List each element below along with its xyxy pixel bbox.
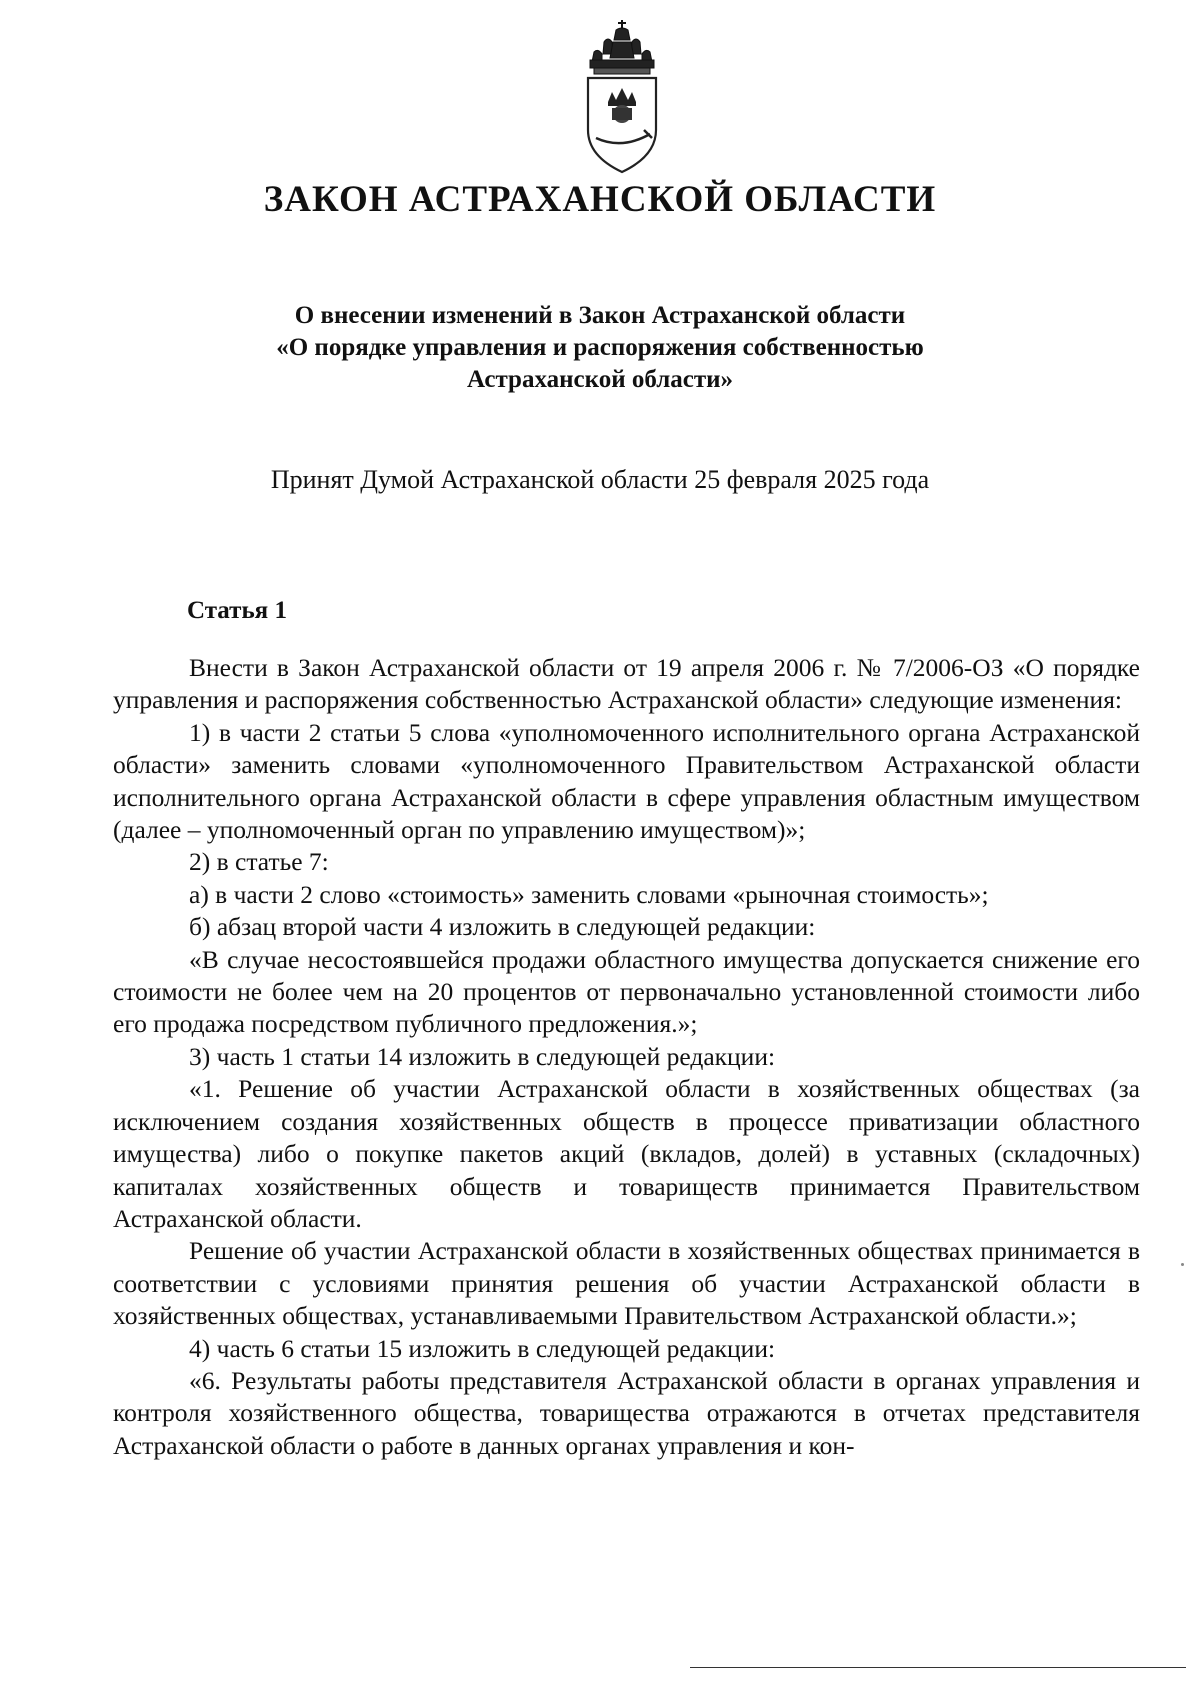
adoption-note: Принят Думой Астраханской области 25 февраля 2025 года [270, 465, 930, 494]
article-heading: Статья 1 [187, 597, 287, 624]
subtitle-line: Астраханской области» [466, 366, 734, 393]
paragraph: 4) часть 6 статьи 15 изложить в следующей редакции: [189, 1333, 776, 1363]
coat-of-arms-icon [580, 18, 664, 176]
paragraph: а) в части 2 слово «стоимость» заменить словами «рыночная стоимость»; [189, 879, 989, 909]
article-body [113, 652, 1140, 1462]
paragraph: Решение об участии Астраханской области в хозяйственных обществах принимается в соответствии с условиями принятия решения об участии Астраханской области в хозяйственных обществах, устанавливаемыми Правительством Астраханской области.»; [113, 1236, 1140, 1331]
paragraph: б) абзац второй части 4 изложить в следующей редакции: [189, 912, 816, 942]
subtitle-line: «О порядке управления и распоряжения собственностью [276, 334, 924, 361]
subtitle-line: О внесении изменений в Закон Астраханской области [294, 302, 906, 329]
scan-artifact [1181, 1263, 1184, 1266]
paragraph: Внести в Закон Астраханской области от 19 апреля 2006 г. № 7/2006-ОЗ «О порядке управления и распоряжения собственностью Астраханской области» следующие изменения: [113, 653, 1140, 715]
document-subtitle [0, 300, 1200, 396]
paragraph: 3) часть 1 статьи 14 изложить в следующей редакции: [189, 1041, 776, 1071]
document-title: ЗАКОН АСТРАХАНСКОЙ ОБЛАСТИ [263, 179, 937, 220]
paragraph: «В случае несостоявшейся продажи областного имущества допускается снижение его стоимости не более чем на 20 процентов от первоначально установленной стоимости либо его продажа посредством публичного предложения.»; [113, 944, 1140, 1039]
paragraph: «6. Результаты работы представителя Астраханской области в органах управления и контроля хозяйственного общества, товарищества отражаются в отчетах представителя Астраханской области о работе в данных органах управления и кон- [113, 1365, 1140, 1460]
paragraph: 1) в части 2 статьи 5 слова «уполномоченного исполнительного органа Астраханской области» заменить словами «уполномоченного Правительством Астраханской области исполнительного органа Астраханской области в сфере управления областным имуществом (далее – уполномоченный орган по управлению имуществом)»; [113, 717, 1140, 845]
footer-rule [690, 1667, 1186, 1668]
paragraph: 2) в статье 7: [189, 847, 329, 877]
paragraph: «1. Решение об участии Астраханской области в хозяйственных обществах (за исключением создания хозяйственных обществ в процессе приватизации областного имущества) либо о покупке пакетов акций (вкладов, долей) в уставных (складочных) капиталах хозяйственных обществ и товариществ принимается Правительством Астраханской области. [113, 1074, 1140, 1233]
